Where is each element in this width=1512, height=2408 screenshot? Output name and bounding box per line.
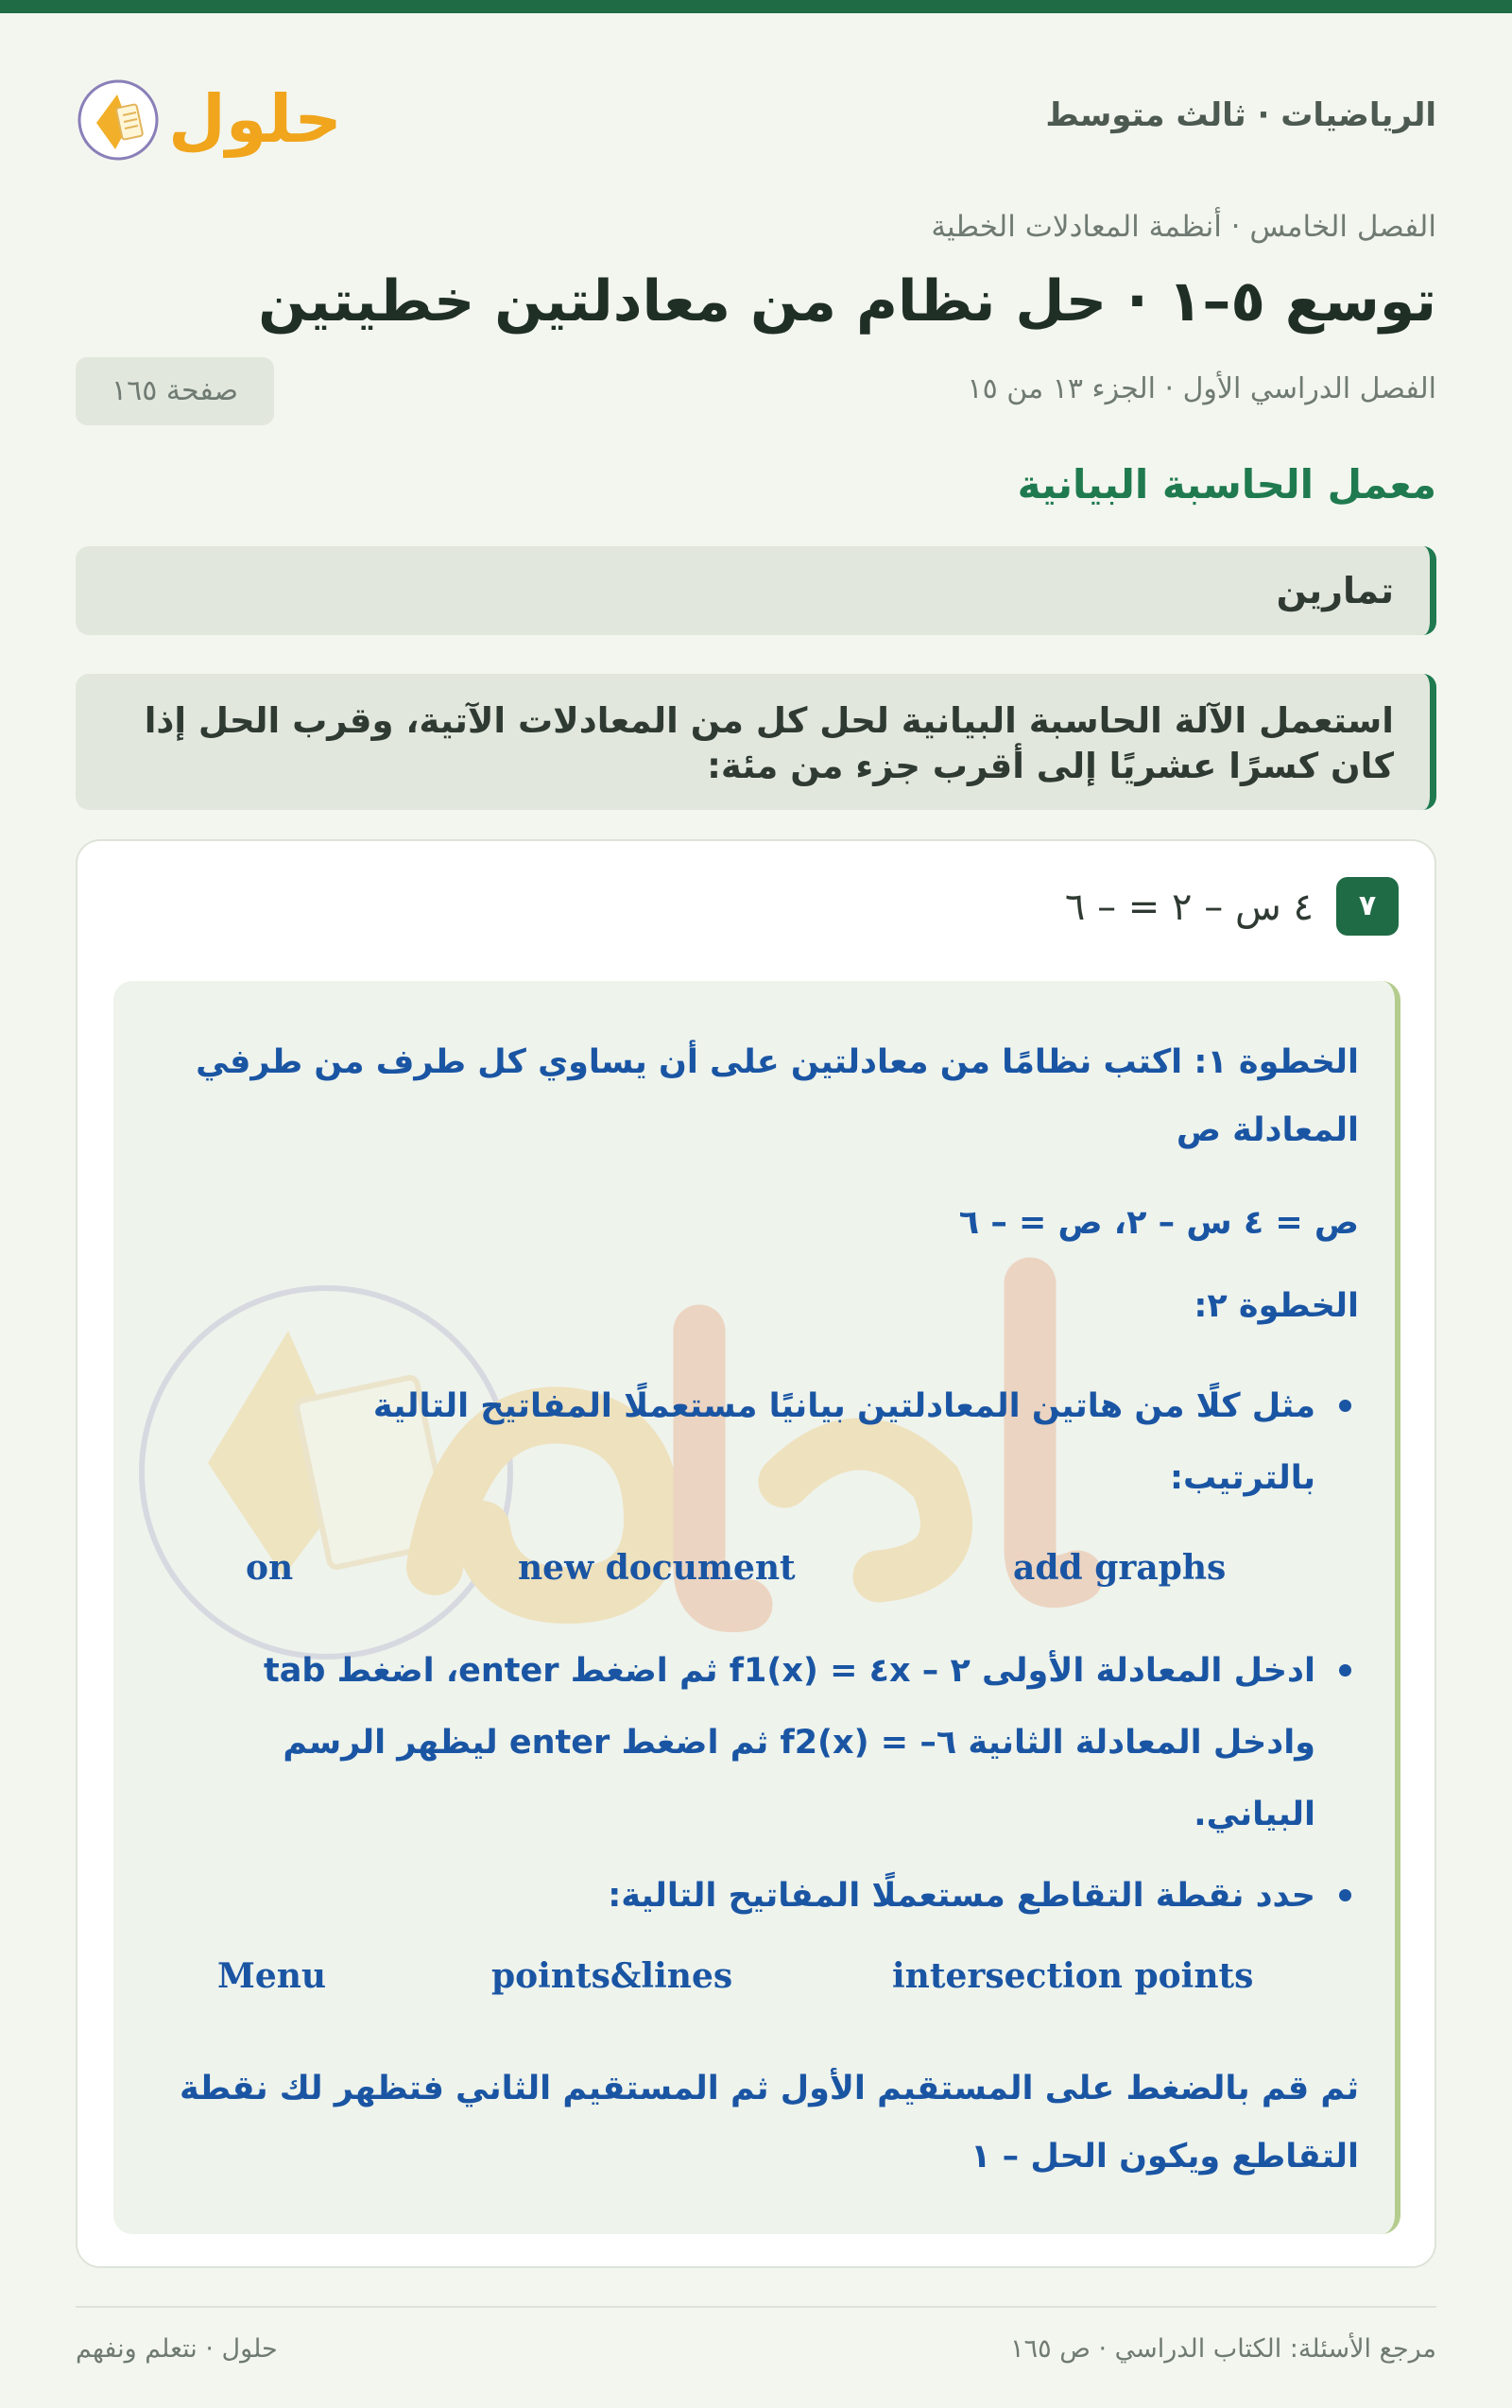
term-part-label: الفصل الدراسي الأول · الجزء ١٣ من ١٥ (967, 372, 1436, 405)
key-intersection-points: intersection points (892, 1956, 1254, 1996)
second-function-entry: f2(x) = –٦ (780, 1724, 957, 1762)
bullet-enter-equations (219, 1635, 1315, 1850)
bullet2-text-2: ثم اضغط (570, 1652, 718, 1690)
footer-divider (76, 2306, 1436, 2308)
key-tab: tab (264, 1652, 326, 1690)
step-2-label: الخطوة ٢: (1194, 1287, 1359, 1325)
bullet2-text-5: ثم اضغط (621, 1724, 769, 1762)
page-badge: صفحة ١٦٥ (76, 357, 274, 425)
bullet2-text-1: ادخل المعادلة الأولى (982, 1652, 1315, 1690)
final-answer-text: ثم قم بالضغط على المستقيم الأول ثم المستقيم الثاني فتظهر لك نقطة التقاطع ويكون الحل – ١ (179, 2070, 1359, 2176)
exercises-label: تمارين (76, 546, 1436, 635)
bullet2-text-6: ليظهر الرسم البياني. (283, 1724, 1315, 1833)
key-menu: Menu (217, 1956, 327, 1996)
bullet-intersection: حدد نقطة التقاطع مستعملًا المفاتيح التالية: (219, 1860, 1315, 1932)
key-enter: enter (458, 1652, 559, 1690)
key-on: on (246, 1548, 294, 1588)
meta-row (76, 357, 1436, 425)
footer-tagline: حلول · نتعلم ونفهم (76, 2334, 278, 2364)
key-add-graphs: add graphs (1013, 1548, 1227, 1588)
bullet2-text-4: وادخل المعادلة الثانية (968, 1724, 1315, 1762)
first-function-entry: f1(x) = ٤x – ٢ (729, 1652, 971, 1690)
breadcrumb[interactable]: الفصل الخامس · أنظمة المعادلات الخطية (931, 210, 1436, 244)
solution-content (113, 981, 1395, 2234)
question-equation: ٤ س – ٢ = – ٦ (1064, 886, 1314, 929)
bullet2-text-3: ، اضغط (336, 1652, 459, 1690)
section-heading: معمل الحاسبة البيانية (1017, 461, 1436, 507)
bullet-graph-instructions: مثل كلًا من هاتين المعادلتين بيانيًا مستعملًا المفاتيح التالية بالترتيب: (219, 1370, 1315, 1514)
logo-icon (76, 59, 350, 172)
system-equations: ص = ٤ س – ٢، ص = – ٦ (958, 1204, 1359, 1242)
site-logo[interactable] (76, 59, 350, 172)
step-1-text: الخطوة ١: اكتب نظامًا من معادلتين على أن يساوي كل طرف من طرفي المعادلة ص (196, 1043, 1359, 1149)
page-title: توسع ٥–١ · حل نظام من معادلتين خطيتين (258, 268, 1436, 335)
question-number-badge: ٧ (1336, 877, 1399, 936)
footer-reference: مرجع الأسئلة: الكتاب الدراسي · ص ١٦٥ (1010, 2334, 1436, 2364)
key-sequence-intersection (113, 1956, 1395, 2013)
subject-grade-label: الرياضيات · ثالث متوسط (1045, 96, 1436, 134)
solution-box (113, 981, 1400, 2234)
key-new-document: new document (518, 1548, 796, 1588)
page-header (76, 59, 1436, 172)
key-sequence-graph (113, 1548, 1395, 1605)
top-accent-bar (0, 0, 1512, 13)
svg-text:حلول: حلول (168, 80, 342, 158)
question-card (76, 839, 1436, 2268)
key-points-lines: points&lines (491, 1956, 733, 1996)
key-enter-2: enter (508, 1724, 610, 1762)
instruction-box: استعمل الآلة الحاسبة البيانية لحل كل من المعادلات الآتية، وقرب الحل إذا كان كسرًا عشريًا إلى أقرب جزء من مئة: (76, 674, 1436, 810)
